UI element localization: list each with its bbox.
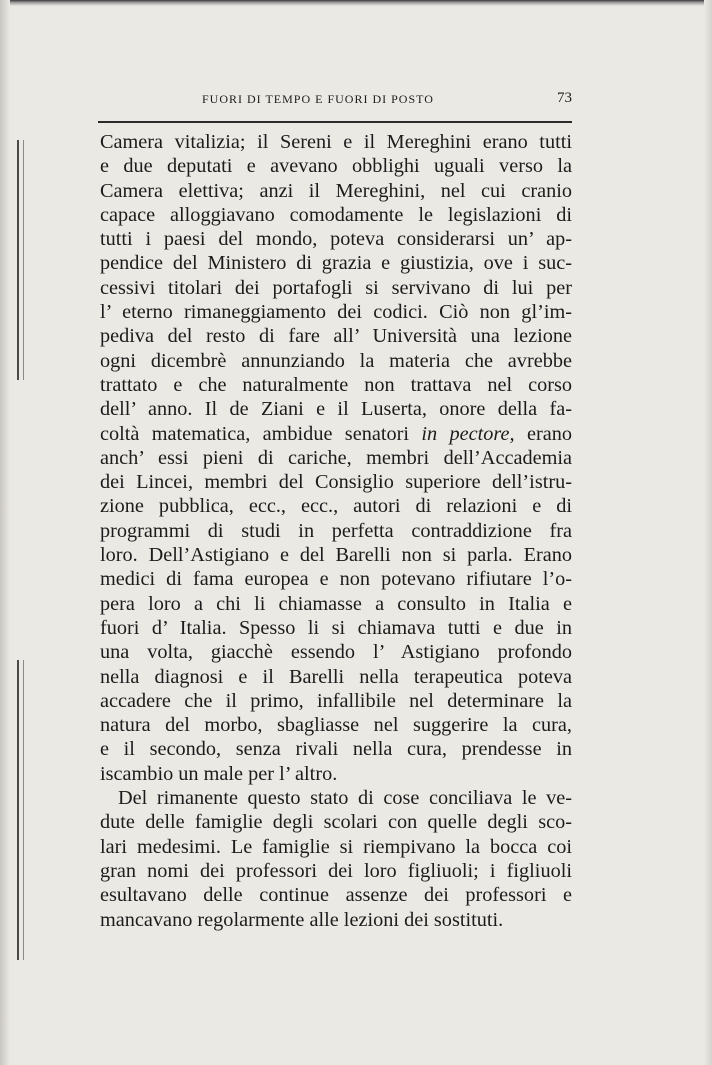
paragraph bbox=[100, 130, 572, 786]
text-line: iscambio un male per l’ altro. bbox=[100, 762, 338, 785]
header-rule bbox=[98, 121, 572, 123]
text-line: natura del morbo, sbagliasse nel suggerire la cura, bbox=[100, 714, 572, 737]
binding-shadow bbox=[0, 0, 10, 1065]
text-line: ogni dicembrè annunziando la materia che avrebbe bbox=[100, 349, 572, 372]
page-edge-shadow bbox=[704, 0, 712, 1065]
text-line: l’ eterno rimaneggiamento dei codici. Ciò non gl’im- bbox=[100, 301, 572, 324]
text-line: zione pubblica, ecc., ecc., autori di relazioni e di bbox=[100, 495, 572, 518]
text-line: Camera elettiva; anzi il Mereghini, nel cui cranio bbox=[100, 179, 572, 202]
italic-phrase: in pectore, bbox=[421, 422, 515, 445]
text-line: fuori d’ Italia. Spesso li si chiamava tutti e due in bbox=[100, 616, 572, 639]
paragraph bbox=[100, 786, 572, 932]
text-line: Camera vitalizia; il Sereni e il Mereghini erano tutti bbox=[100, 131, 572, 153]
text-line: e due deputati e avevano obblighi uguali verso la bbox=[100, 155, 572, 178]
text-segment: erano bbox=[526, 422, 572, 445]
text-line: dei Lincei, membri del Consiglio superiore dell’istru- bbox=[100, 471, 572, 494]
text-line: capace alloggiavano comodamente le legislazioni di bbox=[100, 203, 572, 226]
text-line: lari medesimi. Le famiglie si riempivano la bocca coi bbox=[100, 835, 572, 858]
text-line: gran nomi dei professori dei loro figliuoli; i figliuoli bbox=[100, 859, 572, 882]
text-line: pera loro a chi li chiamasse a consulto in Italia e bbox=[100, 592, 572, 615]
text-line: trattato e che naturalmente non trattava nel corso bbox=[100, 373, 572, 396]
text-line: nella diagnosi e il Barelli nella terapeutica poteva bbox=[100, 665, 572, 688]
text-segment: coltà matematica, ambidue senatori bbox=[100, 422, 410, 445]
text-line: pendice del Ministero di grazia e giustizia, ove i suc- bbox=[100, 252, 572, 275]
text-line: accadere che il primo, infallibile nel determinare la bbox=[100, 689, 572, 712]
text-line: medici di fama europea e non potevano rifiutare l’o- bbox=[100, 568, 572, 591]
running-title: FUORI DI TEMPO E FUORI DI POSTO bbox=[202, 92, 434, 106]
running-header bbox=[98, 90, 572, 112]
text-line: programmi di studi in perfetta contraddizione fra bbox=[100, 519, 572, 542]
text-line: mancavano regolarmente alle lezioni dei sostituti. bbox=[100, 908, 504, 931]
text-line: tutti i paesi del mondo, poteva considerarsi un’ ap- bbox=[100, 228, 572, 251]
text-line: esultavano delle continue assenze dei professori e bbox=[100, 884, 572, 907]
text-line: Del rimanente questo stato di cose conciliava le ve- bbox=[118, 787, 572, 810]
margin-mark bbox=[17, 660, 24, 960]
margin-mark bbox=[17, 140, 24, 380]
text-line: dell’ anno. Il de Ziani e il Luserta, onore della fa- bbox=[100, 398, 572, 421]
text-line: anch’ essi pieni di cariche, membri dell’Accademia bbox=[100, 446, 572, 469]
page-number: 73 bbox=[557, 90, 572, 106]
text-line: dute delle famiglie degli scolari con quelle degli sco- bbox=[100, 811, 572, 834]
text-line: pediva del resto di fare all’ Università una lezione bbox=[100, 325, 572, 348]
body-text bbox=[100, 130, 572, 932]
page-top-edge bbox=[0, 0, 712, 6]
text-line: loro. Dell’Astigiano e del Barelli non si parla. Erano bbox=[100, 544, 572, 567]
text-line bbox=[100, 422, 572, 446]
text-line: e il secondo, senza rivali nella cura, prendesse in bbox=[100, 738, 572, 761]
text-line: una volta, giacchè essendo l’ Astigiano profondo bbox=[100, 641, 572, 664]
text-line: cessivi titolari dei portafogli si servivano di lui per bbox=[100, 276, 572, 299]
